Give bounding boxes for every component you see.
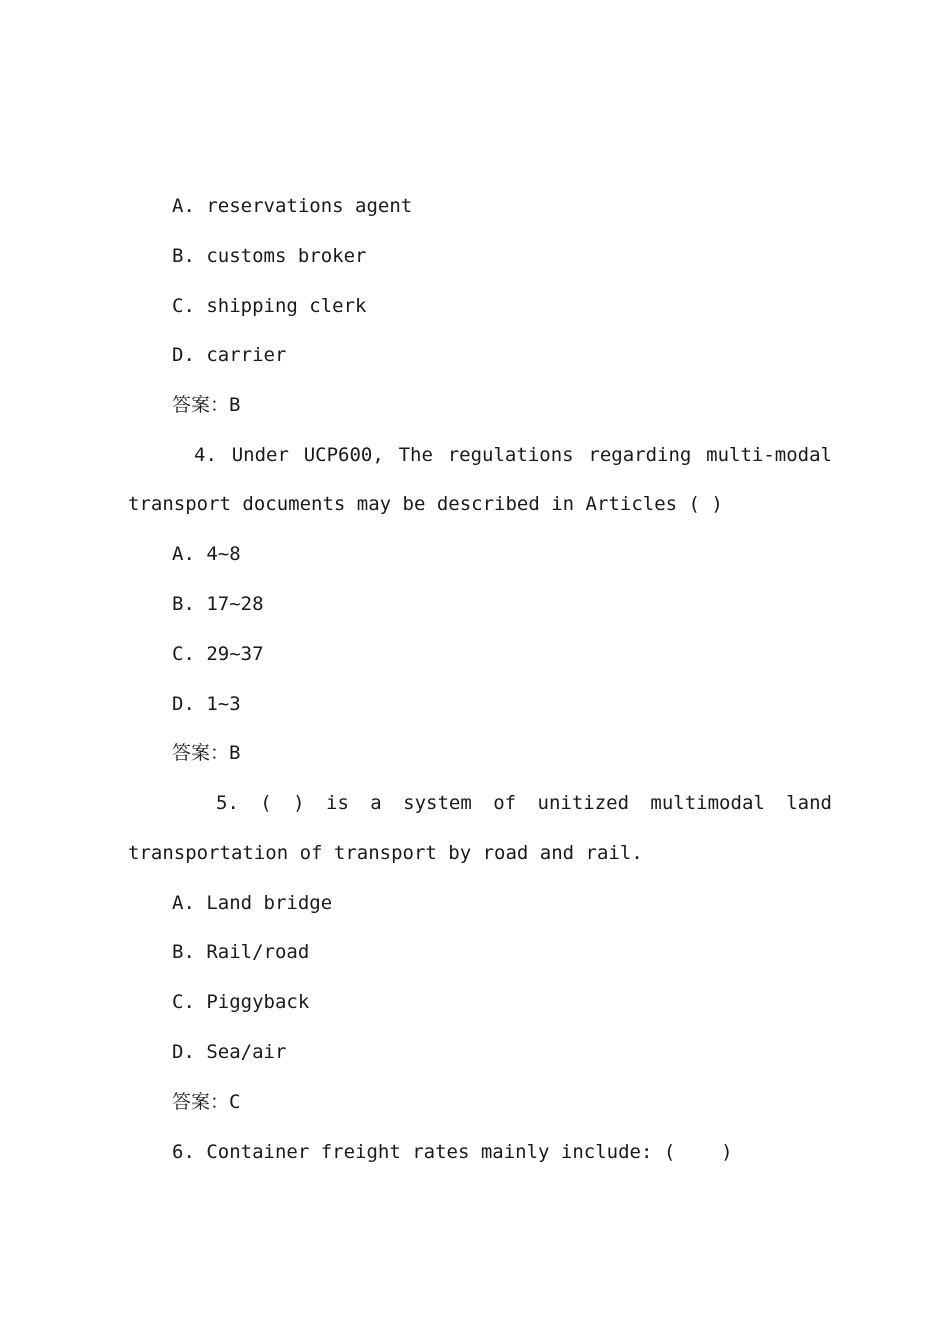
q5-question-line2: transportation of transport by road and rail. (128, 842, 643, 864)
q5-option-c: C. Piggyback (172, 991, 310, 1013)
q4-question-line1: 4. Under UCP600, The regulations regarding multi-modal (194, 444, 832, 466)
q5-option-b: B. Rail/road (172, 941, 310, 963)
q5-answer: 答案：C (172, 1091, 241, 1113)
q4-option-b: B. 17~28 (172, 593, 264, 615)
q4-question-line2: transport documents may be described in Articles ( ) (128, 493, 723, 515)
q3-option-d: D. carrier (172, 344, 287, 366)
q3-option-a: A. reservations agent (172, 195, 413, 217)
q5-option-a: A. Land bridge (172, 892, 333, 914)
q4-option-a: A. 4~8 (172, 543, 241, 565)
q4-option-c: C. 29~37 (172, 643, 264, 665)
q6-question-line1: 6. Container freight rates mainly include: ( ) (172, 1141, 733, 1163)
q3-option-b: B. customs broker (172, 245, 367, 267)
q5-option-d: D. Sea/air (172, 1041, 287, 1063)
q3-answer: 答案：B (172, 394, 241, 416)
q4-answer: 答案：B (172, 742, 241, 764)
q5-question-line1: 5. ( ) is a system of unitized multimodal land (216, 792, 832, 814)
q4-option-d: D. 1~3 (172, 693, 241, 715)
q3-option-c: C. shipping clerk (172, 295, 367, 317)
